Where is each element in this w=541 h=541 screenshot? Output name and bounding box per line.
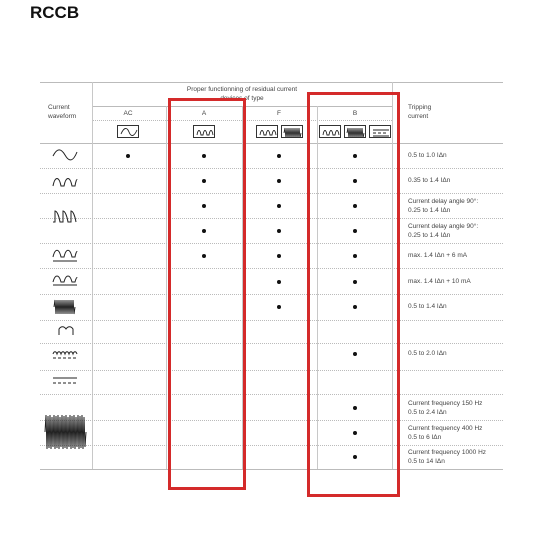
check-dot-f: [277, 280, 281, 284]
header-bottom-border: [40, 143, 503, 144]
high-frequency-symbol-icon-drawing: [282, 126, 302, 137]
tripping-value: Current frequency 1000 Hz: [408, 449, 487, 456]
pulse-symbol-icon-drawing: [257, 126, 277, 137]
two-pulse-bridge-icon: [58, 325, 76, 337]
highlight-type-b: [307, 92, 400, 497]
three-pulse-ripple-icon: [52, 349, 78, 361]
row-divider: [40, 294, 503, 295]
tripping-value: Current frequency 400 Hz: [408, 425, 483, 432]
tripping-value: 0.5 to 2.4 IΔn: [408, 408, 447, 416]
tripping-header-label: current: [408, 113, 429, 120]
type-column-divider: [166, 106, 167, 469]
tripping-value: 0.5 to 2.0 IΔn: [408, 350, 447, 357]
tripping-value: 0.5 to 6 IΔn: [408, 433, 442, 441]
check-dot-f: [277, 254, 281, 258]
waveform-column-divider: [92, 82, 93, 469]
row-divider: [40, 268, 503, 269]
tripping-value: 0.35 to 1.4 IΔn: [408, 177, 451, 184]
tripping-value: max. 1.4 IΔn + 6 mA: [408, 252, 468, 259]
pulsating-dc-with-dc-10ma-icon: [52, 272, 78, 288]
type-label-b: B: [352, 110, 358, 117]
row-divider: [40, 218, 503, 219]
row-divider: [40, 193, 503, 194]
tripping-value: 0.5 to 1.4 IΔn: [408, 303, 447, 310]
proper-functioning-header: devices of type: [220, 95, 264, 102]
tripping-header-label: Tripping: [408, 104, 432, 111]
row-divider: [40, 343, 503, 344]
pulsating-dc-icon: [52, 174, 78, 188]
phase-cut-90-icon: [52, 208, 78, 224]
multi-frequency-icon: [44, 412, 88, 452]
row-divider: [40, 420, 503, 421]
row-divider: [40, 243, 503, 244]
page-title: RCCB: [30, 3, 80, 22]
tripping-value: 0.25 to 1.4 IΔn: [408, 231, 451, 239]
pulse-symbol-icon: [256, 125, 278, 138]
tripping-value: Current delay angle 90°:: [408, 198, 479, 205]
tripping-value: 0.5 to 1.0 IΔn: [408, 152, 447, 159]
type-label-a: A: [201, 110, 207, 117]
row-divider: [40, 370, 503, 371]
check-dot-f: [277, 229, 281, 233]
high-frequency-icon: [52, 298, 78, 316]
table-bottom-border: [40, 469, 503, 470]
type-label-f: F: [277, 110, 281, 117]
check-dot-f: [277, 154, 281, 158]
check-dot-ac: [126, 154, 130, 158]
proper-functioning-header: Proper functionning of residual current: [186, 86, 298, 93]
row-divider: [40, 445, 503, 446]
row-divider: [40, 394, 503, 395]
tripping-value: Current frequency 150 Hz: [408, 400, 483, 407]
type-label-ac: AC: [123, 110, 133, 117]
highlight-type-a: [168, 98, 246, 490]
waveform-header-label: Current: [48, 104, 70, 111]
table-top-border: [40, 82, 503, 83]
high-frequency-symbol-icon: [281, 125, 303, 138]
waveform-header-label: waveform: [48, 113, 77, 120]
tripping-value: 0.5 to 14 IΔn: [408, 457, 445, 465]
check-dot-f: [277, 204, 281, 208]
sine-icon: [52, 148, 78, 162]
sine-symbol-icon-drawing: [118, 126, 138, 137]
row-divider: [40, 320, 503, 321]
tripping-value: max. 1.4 IΔn + 10 mA: [408, 278, 471, 285]
check-dot-f: [277, 179, 281, 183]
tripping-value: 0.25 to 1.4 IΔn: [408, 206, 451, 214]
sine-symbol-icon: [117, 125, 139, 138]
check-dot-f: [277, 305, 281, 309]
smooth-dc-icon: [52, 375, 78, 387]
tripping-value: Current delay angle 90°:: [408, 223, 479, 230]
row-divider: [40, 168, 503, 169]
pulsating-dc-with-dc-6ma-icon: [52, 246, 78, 264]
